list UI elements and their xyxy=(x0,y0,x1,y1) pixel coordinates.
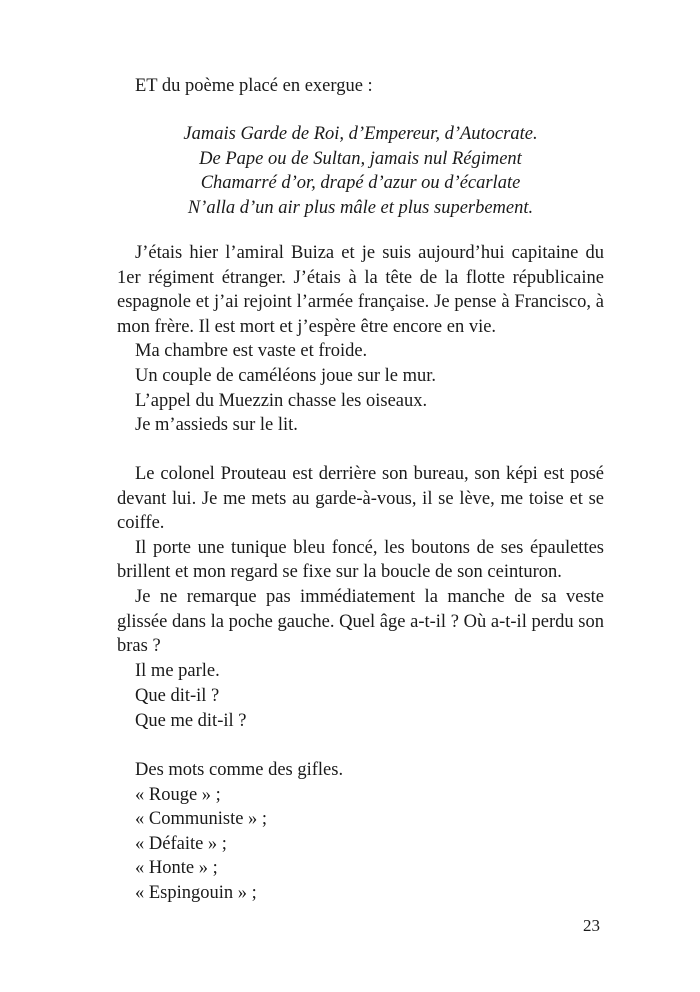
section-admiral xyxy=(117,241,604,438)
page-number: 23 xyxy=(583,916,600,935)
short-line: Des mots comme des gifles. xyxy=(135,760,344,780)
short-line: « Défaite » ; xyxy=(135,833,227,854)
short-line: Ma chambre est vaste et froide. xyxy=(135,341,368,362)
short-line: L’appel du Muezzin chasse les oiseaux. xyxy=(135,390,428,411)
section-insults xyxy=(117,758,604,906)
section-questions xyxy=(117,684,604,733)
short-line: « Rouge » ; xyxy=(135,784,221,805)
poem-line: De Pape ou de Sultan, jamais nul Régiment xyxy=(199,148,522,169)
paragraph: Le colonel Prouteau est derrière son bureau, son képi est posé devant lui. Je me mets au garde-à-vous, il se lève, me toise et se coiffe. xyxy=(117,464,604,534)
paragraph: Il porte une tunique bleu foncé, les boutons de ses épaulettes brillent et mon regard se fixe sur la boucle de son ceinturon. xyxy=(117,537,604,583)
paragraph: Il me parle. xyxy=(135,660,220,681)
section-colonel xyxy=(117,462,604,683)
short-line: Un couple de caméléons joue sur le mur. xyxy=(135,365,437,386)
poem-line: Jamais Garde de Roi, d’Empereur, d’Autocrate. xyxy=(183,124,538,144)
short-line: Je m’assieds sur le lit. xyxy=(135,415,298,436)
paragraph: Je ne remarque pas immédiatement la manche de sa veste glissée dans la poche gauche. Quel âge a-t-il ? Où a-t-il perdu son bras ? xyxy=(117,586,604,657)
short-line: « Honte » ; xyxy=(135,858,218,879)
short-line: Que me dit-il ? xyxy=(135,710,247,731)
poem-line: N’alla d’un air plus mâle et plus superbement. xyxy=(187,197,534,218)
short-line: « Communiste » ; xyxy=(135,809,268,830)
paragraph: J’étais hier l’amiral Buiza et je suis aujourd’hui capitaine du 1er régiment étranger. J’étais à la tête de la flotte républicaine espagnole et j’ai rejoint l’armée française. Je pense à Francisco, à mon frère. Il est mort et j’espère être encore en vie. xyxy=(117,243,604,337)
intro-block xyxy=(117,74,604,99)
poem-line: Chamarré d’or, drapé d’azur ou d’écarlate xyxy=(200,173,521,194)
short-line: « Espingouin » ; xyxy=(135,882,257,903)
short-line: Que dit-il ? xyxy=(135,686,220,706)
intro-line: ET du poème placé en exergue : xyxy=(135,76,373,96)
epigraph-poem xyxy=(117,122,604,220)
